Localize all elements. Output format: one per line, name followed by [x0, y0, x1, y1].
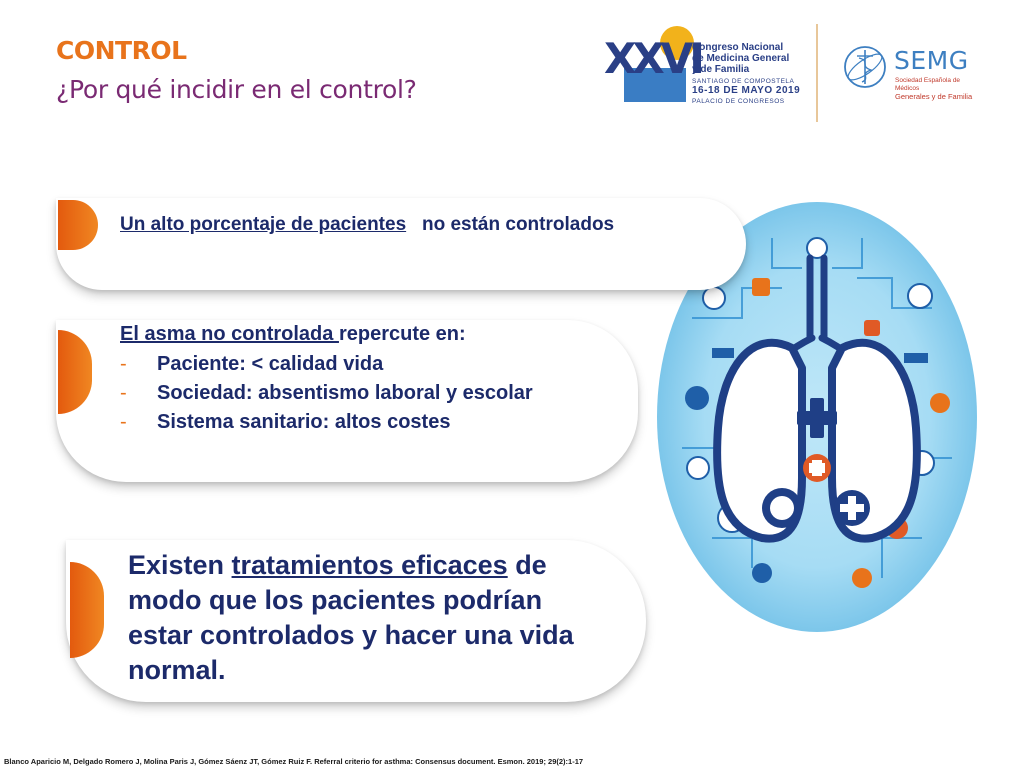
slide-title: CONTROL — [56, 36, 187, 65]
list-item: - Sistema sanitario: altos costes — [120, 411, 451, 433]
caduceus-emblem-icon — [842, 44, 888, 90]
congress-city: SANTIAGO DE COMPOSTELA — [692, 78, 795, 85]
semg-full-name: Sociedad Española de Médicos Generales y de Familia — [895, 77, 973, 101]
slide-subtitle: ¿Por qué incidir en el control? — [56, 75, 417, 104]
impact-list — [120, 350, 533, 437]
card3-text: Existen tratamientos eficaces de modo que los pacientes podrían estar controlados y hacer una vida normal. — [128, 550, 574, 685]
semg-acronym: SEMG — [894, 46, 969, 75]
logo-divider — [816, 24, 818, 122]
card2-heading: El asma no controlada repercute en: — [120, 323, 466, 345]
card1-text: Un alto porcentaje de pacientes no están controlados — [120, 214, 615, 235]
list-item: - Sociedad: absentismo laboral y escolar — [120, 382, 533, 404]
footer-citation: Blanco Aparicio M, Delgado Romero J, Molina Paris J, Gómez Sáenz JT, Gómez Ruiz F. Referral criterio for asthma: Consensus document. Esmon. 2019; 29(2):1-17 — [4, 757, 584, 766]
congress-venue: PALACIO DE CONGRESOS — [692, 98, 785, 105]
congress-numeral: XXVI — [604, 34, 701, 83]
congress-dates: 16-18 DE MAYO 2019 — [692, 85, 801, 96]
semg-logo — [842, 44, 982, 104]
congress-name: Congreso Nacional de Medicina General y de Familia — [692, 42, 790, 75]
list-item: - Paciente: < calidad vida — [120, 353, 384, 375]
congress-logo — [604, 26, 804, 116]
info-card-1 — [56, 198, 746, 290]
